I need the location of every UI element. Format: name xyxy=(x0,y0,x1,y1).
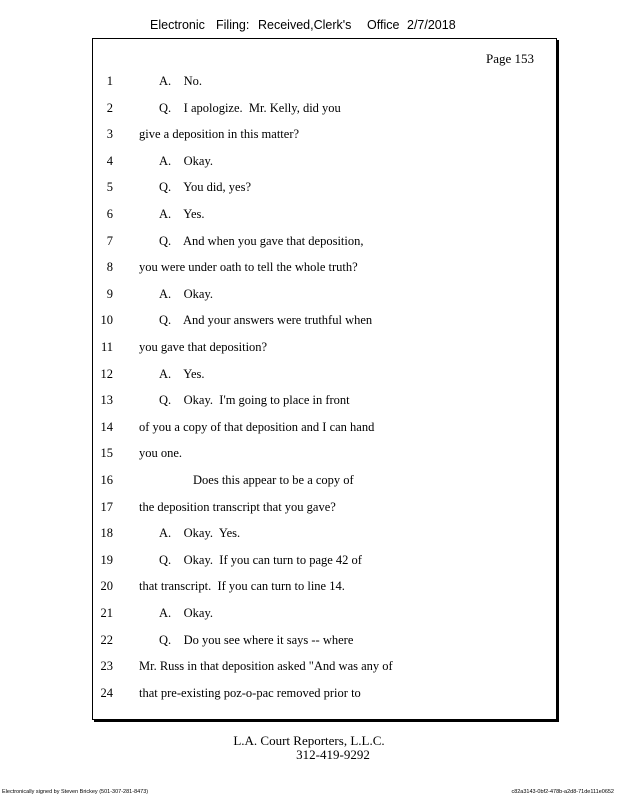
header-received: Received,Clerk's xyxy=(258,18,352,32)
line-text: Q. Okay. If you can turn to page 42 of xyxy=(159,552,362,567)
line-number: 15 xyxy=(100,446,113,461)
line-text: A. Okay. xyxy=(159,153,214,168)
line-text: give a deposition in this matter? xyxy=(139,127,300,142)
transcript-line xyxy=(93,526,558,546)
transcript-line xyxy=(93,74,558,94)
line-number: 3 xyxy=(106,127,113,142)
transcript-line xyxy=(93,313,558,333)
line-number: 4 xyxy=(106,153,113,168)
line-text: Q. And when you gave that deposition, xyxy=(159,233,364,248)
transcript-line xyxy=(93,659,558,679)
line-number: 21 xyxy=(100,606,113,620)
line-number: 10 xyxy=(100,313,113,328)
line-text: Q. And your answers were truthful when xyxy=(159,313,373,328)
line-text: you one. xyxy=(139,446,183,461)
line-number: 24 xyxy=(100,685,113,700)
line-text: you gave that deposition? xyxy=(139,340,268,354)
line-number: 13 xyxy=(100,393,113,408)
transcript-line xyxy=(93,180,558,200)
line-number: 5 xyxy=(106,180,113,195)
line-text: Mr. Russ in that deposition asked "And was any of xyxy=(139,659,393,674)
line-text: A. Yes. xyxy=(159,366,205,381)
line-text: Does this appear to be a copy of xyxy=(193,473,354,487)
line-text: A. Yes. xyxy=(159,207,205,221)
line-number: 8 xyxy=(106,260,113,275)
transcript-line xyxy=(93,553,558,573)
transcript-line xyxy=(93,446,558,466)
transcript-line xyxy=(93,633,558,653)
line-text: Q. You did, yes? xyxy=(159,180,252,195)
line-number: 6 xyxy=(106,207,113,221)
transcript-line xyxy=(93,367,558,387)
header-office: Office xyxy=(367,18,400,32)
footer-company: L.A. Court Reporters, L.L.C. xyxy=(233,733,385,748)
transcript-line xyxy=(93,500,558,520)
line-number: 23 xyxy=(100,659,113,674)
line-number: 18 xyxy=(100,526,113,541)
page-number: Page 153 xyxy=(485,51,534,66)
transcript-line xyxy=(93,207,558,227)
transcript-line xyxy=(93,127,558,147)
line-text: of you a copy of that deposition and I can hand xyxy=(139,419,375,434)
transcript-line xyxy=(93,234,558,254)
line-number: 16 xyxy=(100,473,113,487)
transcript-line xyxy=(93,393,558,413)
electronic-signature-note: Electronically signed by Steven Brickey (501-307-281-8473) xyxy=(2,789,149,795)
transcript-line xyxy=(93,287,558,307)
transcript-line xyxy=(93,686,558,706)
line-number: 1 xyxy=(106,74,113,88)
document-id: c82a3143-0bf2-478b-a2d8-71de111e0652 xyxy=(511,789,614,795)
header-date: 2/7/2018 xyxy=(407,18,456,32)
line-number: 17 xyxy=(100,499,113,514)
line-text: the deposition transcript that you gave? xyxy=(139,499,336,514)
line-text: you were under oath to tell the whole truth? xyxy=(139,260,358,275)
line-number: 7 xyxy=(106,233,113,248)
header-filing: Filing: xyxy=(216,18,250,32)
transcript-line xyxy=(93,101,558,121)
transcript-line xyxy=(93,420,558,440)
transcript-line xyxy=(93,579,558,599)
line-number: 11 xyxy=(100,340,113,354)
line-number: 20 xyxy=(100,579,113,594)
line-text: that pre-existing poz-o-pac removed prior to xyxy=(139,685,361,700)
line-number: 9 xyxy=(106,286,113,301)
transcript-line xyxy=(93,340,558,360)
line-text: A. No. xyxy=(159,74,203,88)
line-text: A. Okay. Yes. xyxy=(159,526,241,541)
line-text: that transcript. If you can turn to line 14. xyxy=(139,579,345,594)
line-number: 19 xyxy=(100,552,113,567)
transcript-line xyxy=(93,260,558,280)
line-text: Q. Okay. I'm going to place in front xyxy=(159,393,350,408)
transcript-page xyxy=(92,38,557,720)
line-number: 2 xyxy=(106,100,113,115)
line-text: Q. Do you see where it says -- where xyxy=(159,632,354,647)
transcript-line xyxy=(93,154,558,174)
line-number: 14 xyxy=(100,419,113,434)
header-electronic: Electronic xyxy=(150,18,205,32)
transcript-line xyxy=(93,473,558,493)
footer-phone: 312-419-9292 xyxy=(296,747,370,762)
line-text: A. Okay. xyxy=(159,606,214,620)
line-number: 22 xyxy=(100,632,113,647)
transcript-line xyxy=(93,606,558,626)
line-text: A. Okay. xyxy=(159,286,214,301)
line-number: 12 xyxy=(100,366,113,381)
line-text: Q. I apologize. Mr. Kelly, did you xyxy=(159,100,341,115)
